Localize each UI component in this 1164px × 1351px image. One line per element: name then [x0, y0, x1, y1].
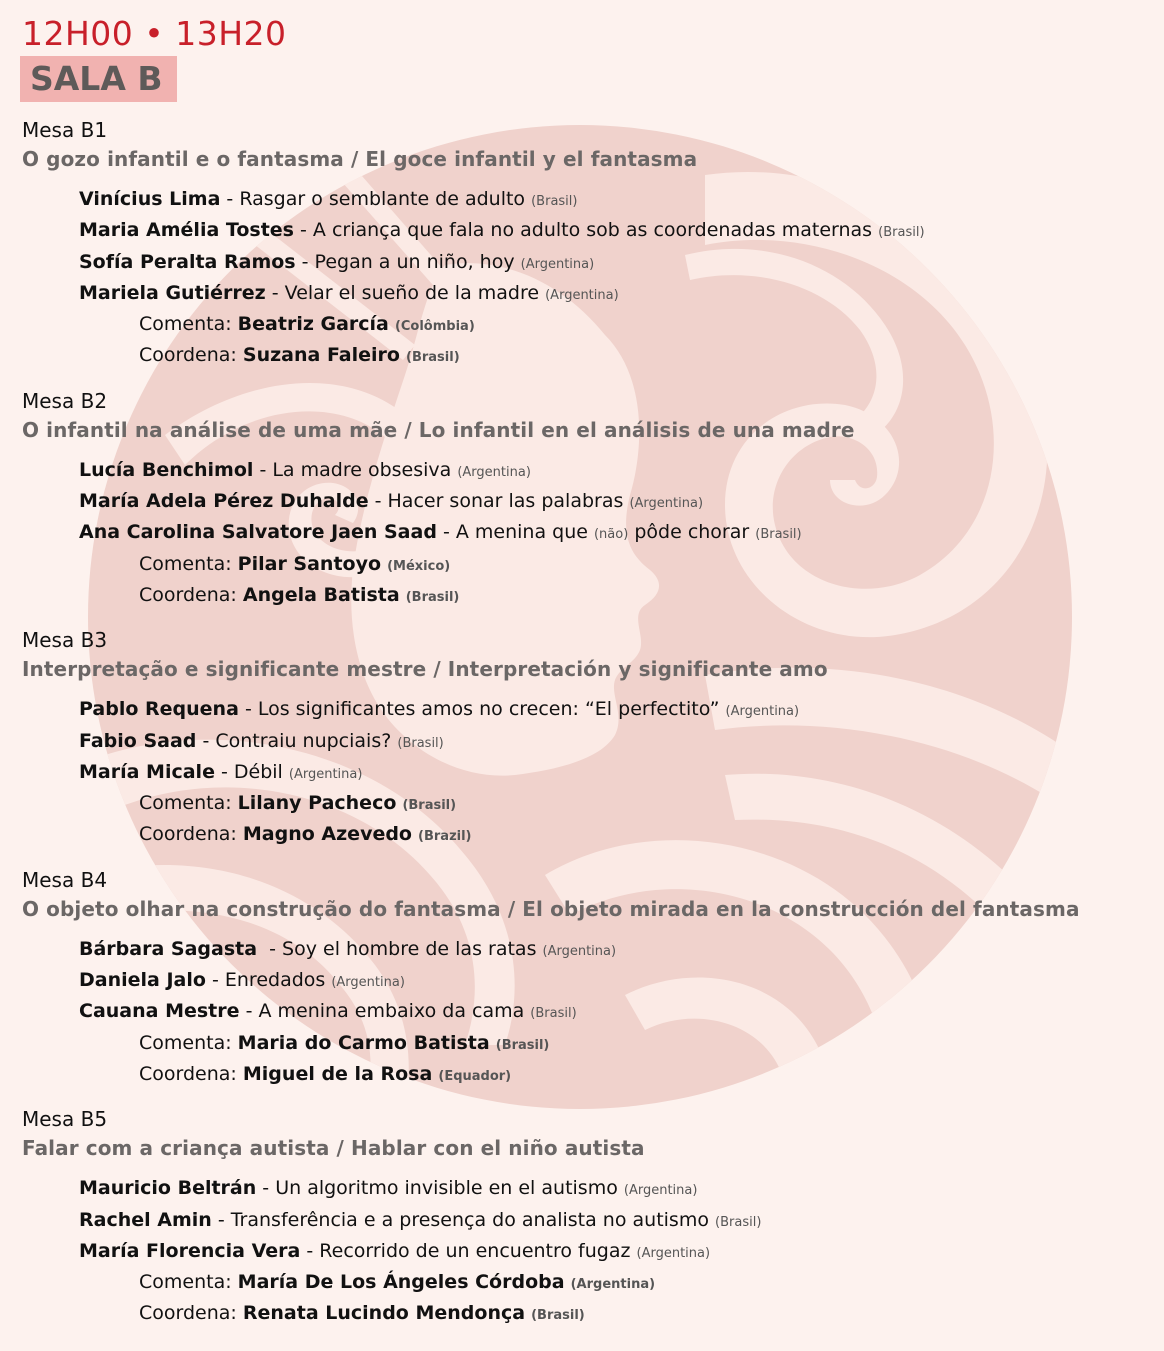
coordinator-country: (Brazil) [418, 829, 472, 845]
talk-title: Recorrido de un encuentro fugaz [319, 1239, 631, 1262]
talk-title: Velar el sueño de la madre [284, 281, 540, 304]
speaker-country: (Argentina) [636, 1245, 711, 1261]
mesa-title: O objeto olhar na construção do fantasma / El objeto mirada en la construcción del fantasma [22, 896, 1080, 921]
commentator-country: (Argentina) [570, 1277, 656, 1293]
speaker-name: Sofía Peralta Ramos [79, 250, 296, 273]
mesa-title: O gozo infantil e o fantasma / El goce infantil y el fantasma [22, 147, 698, 171]
talk-title: A menina que [455, 521, 588, 544]
speaker-country: (Brasil) [755, 527, 802, 543]
speaker-name: Lucía Benchimol [79, 458, 254, 481]
speaker-name: Ana Carolina Salvatore Jaen Saad [79, 521, 437, 544]
talk-item: Daniela Jalo - Enredados (Argentina) [79, 969, 405, 992]
mesa-label: Mesa B1 [22, 118, 108, 142]
talk-item: Pablo Requena - Los significantes amos no crecen: “El perfectito” (Argentina) [79, 698, 800, 721]
speaker-country: (Brasil) [397, 735, 444, 751]
commentator-country: (Brasil) [495, 1037, 550, 1053]
speaker-name: María Florencia Vera [79, 1239, 301, 1262]
commentator-name: Pilar Santoyo [237, 552, 382, 575]
talk-item: María Florencia Vera - Recorrido de un encuentro fugaz (Argentina) [79, 1239, 711, 1262]
speaker-name: Bárbara Sagasta [79, 937, 258, 960]
mesa-section-b3 [22, 626, 1164, 851]
mesa-section-b1 [22, 116, 1164, 373]
speaker-name: Cauana Mestre [79, 1000, 240, 1023]
coordinator-country: (Brasil) [406, 350, 460, 366]
coordinator-name: Magno Azevedo [242, 823, 412, 846]
talk-title: Transferência e a presença do analista no autismo [230, 1208, 709, 1231]
commentator-name: Beatriz García [237, 313, 389, 336]
talk-item: Fabio Saad - Contraiu nupciais? (Brasil) [79, 729, 444, 752]
commentator-line: Comenta: Maria do Carmo Batista (Brasil) [139, 1031, 550, 1054]
talk-title: Los significantes amos no crecen: “El perfectito” [257, 698, 720, 721]
talk-title: Pegan a un niño, hoy [314, 250, 515, 273]
speaker-name: Maria Amélia Tostes [79, 219, 294, 242]
talk-item: Rachel Amin - Transferência e a presença do analista no autismo (Brasil) [79, 1208, 762, 1231]
talk-title: A menina embaixo da cama [258, 1000, 525, 1023]
speaker-country: (Brasil) [715, 1214, 762, 1230]
mesa-section-b2 [22, 387, 1164, 612]
commentator-country: (México) [387, 558, 451, 574]
mesa-title: Falar com a criança autista / Hablar con el niño autista [22, 1136, 645, 1161]
commentator-line: Comenta: Pilar Santoyo (México) [139, 552, 451, 575]
coordinator-line: Coordena: Renata Lucindo Mendonça (Brasil) [139, 1302, 585, 1325]
commentator-line: Comenta: María De Los Ángeles Córdoba (Argentina) [139, 1271, 656, 1294]
talk-title: La madre obsesiva [272, 458, 452, 481]
speaker-country: (Argentina) [623, 1183, 698, 1199]
speaker-country: (Argentina) [331, 975, 405, 991]
talk-item: Vinícius Lima - Rasgar o semblante de adulto (Brasil) [79, 188, 578, 210]
talk-list [22, 456, 1164, 612]
commentator-line: Comenta: Beatriz García (Colômbia) [139, 313, 475, 336]
speaker-name: María Adela Pérez Duhalde [79, 490, 369, 513]
mesa-title: O infantil na análise de uma mãe / Lo infantil en el análisis de una madre [22, 417, 855, 442]
mesa-label: Mesa B2 [22, 388, 108, 413]
coordinator-name: Suzana Faleiro [242, 344, 400, 367]
speaker-country: (Argentina) [520, 256, 595, 272]
talk-title: A criança que fala no adulto sob as coordenadas maternas [312, 219, 873, 242]
speaker-name: Mauricio Beltrán [79, 1177, 257, 1200]
speaker-name: Daniela Jalo [79, 969, 206, 992]
talk-list [22, 935, 1164, 1091]
talk-item: Ana Carolina Salvatore Jaen Saad - A menina que (não) pôde chorar (Brasil) [79, 521, 802, 544]
coordinator-name: Renata Lucindo Mendonça [242, 1302, 526, 1325]
talk-item: María Micale - Débil (Argentina) [79, 760, 363, 783]
speaker-name: Rachel Amin [79, 1208, 212, 1231]
talk-list [22, 185, 1164, 373]
talk-title: Rasgar o semblante de adulto [239, 188, 526, 210]
commentator-name: María De Los Ángeles Córdoba [237, 1271, 565, 1294]
mesa-section-b4 [22, 866, 1164, 1091]
coordinator-name: Angela Batista [242, 583, 400, 606]
talk-title: Enredados [224, 969, 326, 992]
talk-item: Maria Amélia Tostes - A criança que fala no adulto sob as coordenadas maternas (Brasil) [79, 219, 925, 242]
speaker-name: María Micale [79, 760, 215, 783]
mesa-section-b5 [22, 1105, 1164, 1330]
coordinator-line: Coordena: Suzana Faleiro (Brasil) [139, 344, 460, 367]
mesa-label: Mesa B3 [22, 628, 108, 653]
talk-item: María Adela Pérez Duhalde - Hacer sonar las palabras (Argentina) [79, 490, 704, 513]
session-time: 12H00 • 13H20 [22, 14, 287, 53]
speaker-name: Fabio Saad [79, 729, 197, 752]
commentator-line: Comenta: Lilany Pacheco (Brasil) [139, 792, 457, 815]
coordinator-line: Coordena: Magno Azevedo (Brazil) [139, 823, 472, 846]
talk-title: Hacer sonar las palabras [387, 490, 624, 513]
talk-title-aside: (não) [593, 527, 629, 543]
speaker-country: (Brasil) [878, 225, 925, 241]
talk-list [22, 1174, 1164, 1330]
talk-item: Bárbara Sagasta - Soy el hombre de las ratas (Argentina) [79, 937, 617, 960]
mesa-title: Interpretação e significante mestre / Interpretación y significante amo [22, 657, 828, 682]
coordinator-line: Coordena: Angela Batista (Brasil) [139, 583, 460, 606]
talk-title: Contraiu nupciais? [215, 729, 392, 752]
commentator-country: (Brasil) [402, 798, 457, 814]
coordinator-country: (Brasil) [531, 1308, 585, 1324]
speaker-country: (Brasil) [531, 194, 578, 209]
talk-title: Un algoritmo invisible en el autismo [275, 1177, 618, 1200]
talk-item: Sofía Peralta Ramos - Pegan a un niño, hoy (Argentina) [79, 250, 595, 273]
speaker-country: (Argentina) [725, 704, 800, 720]
coordinator-country: (Brasil) [405, 589, 460, 605]
talk-title: Débil [233, 760, 283, 783]
mesa-label: Mesa B4 [22, 867, 108, 892]
talk-item: Mariela Gutiérrez - Velar el sueño de la madre (Argentina) [79, 281, 619, 304]
speaker-country: (Argentina) [542, 943, 617, 959]
speaker-name: Vinícius Lima [79, 188, 221, 210]
speaker-name: Mariela Gutiérrez [79, 281, 266, 304]
speaker-country: (Argentina) [457, 464, 531, 480]
talk-item: Cauana Mestre - A menina embaixo da cama (Brasil) [79, 1000, 577, 1023]
talk-item: Lucía Benchimol - La madre obsesiva (Argentina) [79, 458, 531, 481]
mesa-label: Mesa B5 [22, 1107, 108, 1132]
coordinator-country: (Equador) [438, 1068, 512, 1084]
room-badge: SALA B [20, 56, 177, 102]
commentator-name: Maria do Carmo Batista [237, 1031, 490, 1054]
speaker-country: (Argentina) [288, 766, 363, 782]
commentator-name: Lilany Pacheco [237, 792, 397, 815]
speaker-name: Pablo Requena [79, 698, 239, 721]
speaker-country: (Argentina) [629, 496, 704, 512]
speaker-country: (Argentina) [545, 287, 619, 303]
coordinator-line: Coordena: Miguel de la Rosa (Equador) [139, 1062, 512, 1085]
talk-title-end: pôde chorar [634, 521, 750, 544]
speaker-country: (Brasil) [530, 1006, 577, 1022]
talk-list [22, 695, 1164, 851]
talk-title: Soy el hombre de las ratas [282, 937, 537, 960]
commentator-country: (Colômbia) [394, 319, 475, 335]
coordinator-name: Miguel de la Rosa [242, 1062, 433, 1085]
talk-item: Mauricio Beltrán - Un algoritmo invisible en el autismo (Argentina) [79, 1177, 698, 1200]
